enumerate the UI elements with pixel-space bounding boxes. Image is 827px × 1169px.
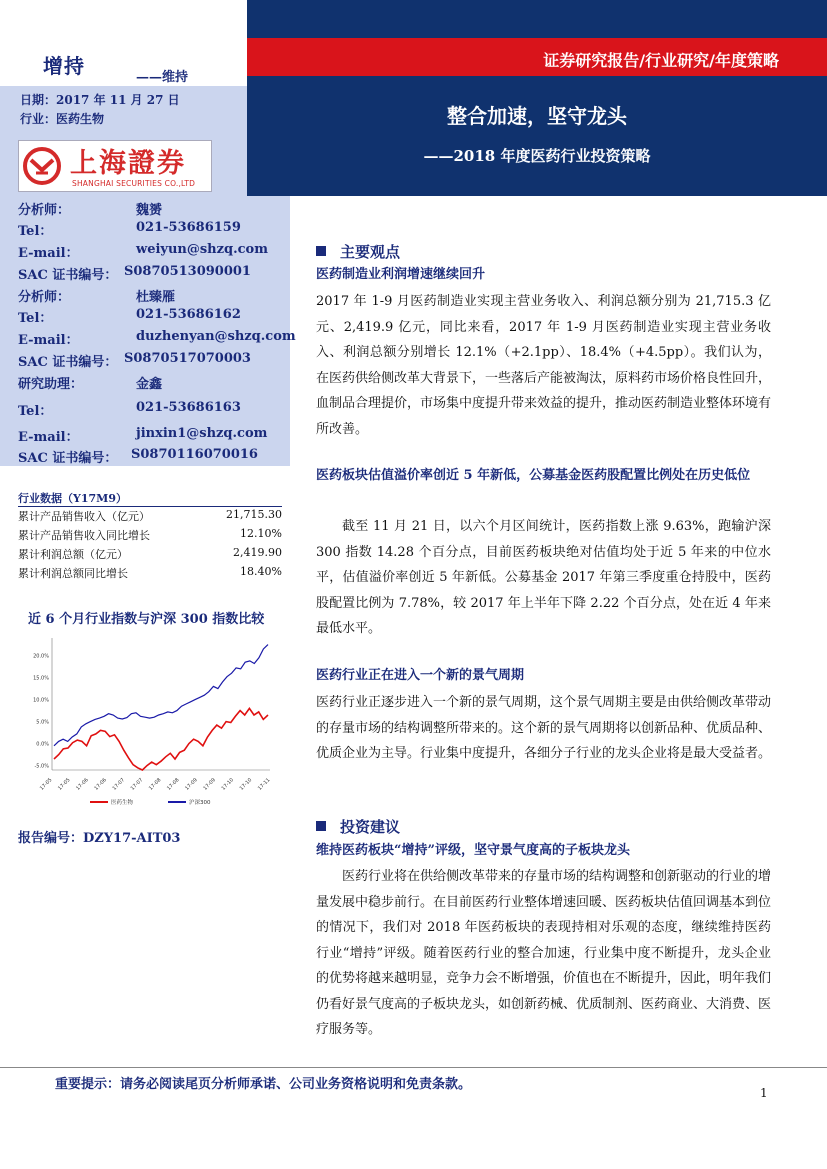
x-tick-label: 17-10: [238, 777, 254, 792]
report-date: 日期：2017 年 11 月 27 日: [20, 93, 180, 107]
x-tick-label: 17-08: [147, 777, 163, 792]
x-tick-label: 17-11: [256, 777, 272, 792]
y-tick-label: 5.0%: [36, 719, 49, 726]
industry-data-title: 行业数据（Y17M9）: [18, 492, 127, 505]
analyst-label: 分析师：: [18, 290, 71, 305]
row-label: 累计利润总额（亿元）: [18, 548, 128, 561]
footer-note: 重要提示：请务必阅读尾页分析师承诺、公司业务资格说明和免责条款。: [55, 1077, 472, 1092]
section-heading-main-views: 主要观点: [316, 241, 400, 262]
x-tick-label: 17-06: [93, 777, 108, 792]
index-comparison-chart: [18, 630, 280, 810]
x-tick-label: 17-06: [75, 777, 90, 792]
x-tick-label: 17-08: [166, 777, 181, 792]
analyst-value: S0870513090001: [124, 264, 251, 279]
analyst-label: SAC 证书编号：: [18, 451, 118, 466]
analyst-value: 魏赟: [136, 203, 163, 218]
paragraph: 医药行业将在供给侧改革带来的存量市场的结构调整和创新驱动的行业的增量发展中稳步前行。在目前医药行业整体增速回暖、医药板块估值回调基本到位的情况下，我们对 2018 年医药板块的表现持相对乐观的态度，继续维持医药行业“增持”评级。随着医药行业的整合加速，行业集中度不断提升，龙头企业的优势将越来越明显，竞争力会不断增强，价值也在不断提升，因此，明年我们仍看好景气度高的子板块龙头，如创新药械、优质制剂、医药商业、大消费、医疗服务等。: [316, 869, 772, 1037]
paragraph: 医药行业正逐步进入一个新的景气周期，这个景气周期主要是由供给侧改革带动的存量市场的结构调整所带来的。这个新的景气周期将以创新品种、优质品种、优质企业为主导。行业集中度提升，各细分子行业的龙头企业将是最大受益者。: [316, 695, 772, 761]
analyst-value[interactable]: weiyun@shzq.com: [136, 242, 268, 257]
x-tick-label: 17-07: [111, 777, 127, 792]
analyst-value: 021-53686163: [136, 400, 241, 415]
y-tick-label: 0.0%: [36, 741, 49, 748]
analyst-label: Tel：: [18, 311, 53, 326]
section-heading-investment-advice: 投资建议: [316, 816, 400, 837]
row-value: 2,419.90: [233, 546, 282, 559]
row-label: 累计利润总额同比增长: [18, 567, 128, 580]
report-category: 证券研究报告/行业研究/年度策略: [543, 51, 779, 70]
y-tick-label: 20.0%: [33, 653, 49, 660]
square-bullet-icon: [316, 246, 326, 256]
analyst-label: E-mail：: [18, 246, 79, 261]
x-tick-label: 17-10: [220, 777, 236, 792]
series-line: [54, 708, 268, 770]
rating: 增持: [43, 54, 85, 78]
y-tick-label: 15.0%: [33, 675, 49, 682]
square-bullet-icon: [316, 821, 326, 831]
row-value: 21,715.30: [226, 508, 282, 521]
analyst-label: SAC 证书编号：: [18, 355, 118, 370]
subheading: 医药板块估值溢价率创近 5 年新低，公募基金医药股配置比例处在历史低位: [316, 468, 751, 483]
series-line: [54, 645, 268, 746]
row-label: 累计产品销售收入（亿元）: [18, 510, 150, 523]
logo-mark-icon: [22, 146, 62, 186]
report-title: 整合加速，坚守龙头: [447, 104, 627, 128]
analyst-value: 杜臻雁: [136, 290, 176, 305]
chart-title: 近 6 个月行业指数与沪深 300 指数比较: [28, 612, 265, 627]
analyst-label: E-mail：: [18, 333, 79, 348]
x-tick-label: 17-09: [202, 777, 217, 792]
footer-divider: [0, 1067, 827, 1068]
table-row: [18, 565, 282, 582]
analyst-value: 021-53686162: [136, 307, 241, 322]
divider: [18, 506, 282, 507]
legend-label: 沪深300: [189, 800, 211, 806]
subheading: 医药行业正在进入一个新的景气周期: [316, 668, 525, 683]
page-number: 1: [760, 1086, 768, 1100]
x-tick-label: 17-09: [184, 777, 199, 792]
report-industry: 行业：医药生物: [20, 112, 105, 126]
analyst-label: SAC 证书编号：: [18, 268, 118, 283]
table-row: [18, 527, 282, 544]
report-subtitle: ——2018 年度医药行业投资策略: [423, 147, 651, 165]
paragraph: 截至 11 月 21 日，以六个月区间统计，医药指数上涨 9.63%，跑输沪深 300 指数 14.28 个百分点，目前医药板块绝对估值均处于近 5 年来的中位水平，估值溢价率创近 5 年新低。公募基金 2017 年第三季度重仓持股中，医药股配置比例为 7.78%，较 2017 年上半年下降 2.22 个百分点，处在近 4 年来最低水平。: [316, 519, 771, 636]
analyst-label: 研究助理：: [18, 377, 84, 392]
x-tick-label: 17-07: [129, 777, 145, 792]
paragraph: 2017 年 1-9 月医药制造业实现主营业务收入、利润总额分别为 21,715.3 亿元、2,419.9 亿元，同比来看，2017 年 1-9 月医药制造业实现主营业务收入、利润总额分别增长 12.1%（+2.1pp）、18.4%（+4.5pp）。我们认为，在医药供给侧改革大背景下，一些落后产能被淘汰，原料药市场价格良性回升，血制品合理提价，市场集中度提升带来效益的提升，推动医药制造业整体环境有所改善。: [316, 294, 772, 437]
x-tick-label: 17-05: [57, 777, 72, 792]
analyst-value: S0870517070003: [124, 351, 251, 366]
analyst-value[interactable]: jinxin1@shzq.com: [136, 426, 268, 441]
header-banner: [247, 0, 827, 196]
analyst-label: 分析师：: [18, 203, 71, 218]
subheading: 维持医药板块“增持”评级，坚守景气度高的子板块龙头: [316, 843, 630, 858]
header-left: [0, 0, 247, 86]
analyst-value: 金鑫: [136, 377, 163, 392]
logo-text-cn: 上海證券: [70, 148, 186, 179]
analyst-label: E-mail：: [18, 430, 79, 445]
table-row: [18, 508, 282, 525]
report-number: 报告编号：DZY17-AIT03: [18, 831, 181, 846]
x-tick-label: 17-05: [38, 777, 54, 792]
table-row: [18, 546, 282, 563]
rating-sub: ——维持: [136, 70, 189, 85]
y-tick-label: 10.0%: [33, 697, 49, 704]
row-value: 12.10%: [240, 527, 282, 540]
analyst-label: Tel：: [18, 404, 53, 419]
analyst-value: S0870116070016: [131, 447, 258, 462]
analyst-value[interactable]: duzhenyan@shzq.com: [136, 329, 296, 344]
row-value: 18.40%: [240, 565, 282, 578]
analyst-label: Tel：: [18, 224, 53, 239]
legend-label: 医药生物: [111, 800, 134, 806]
row-label: 累计产品销售收入同比增长: [18, 529, 150, 542]
y-tick-label: -5.0%: [34, 763, 49, 770]
analyst-value: 021-53686159: [136, 220, 241, 235]
logo-text-en: SHANGHAI SECURITIES CO.,LTD: [72, 179, 196, 188]
subheading: 医药制造业利润增速继续回升: [316, 267, 486, 282]
